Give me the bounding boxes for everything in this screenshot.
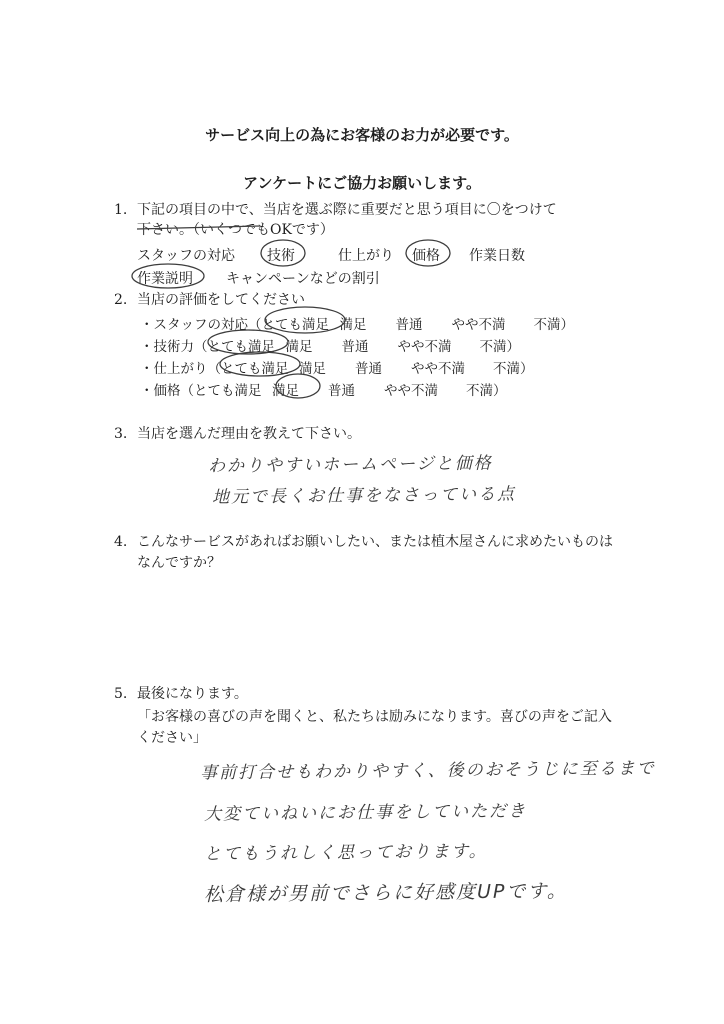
choice-very-satisfied: とても満足	[207, 339, 275, 355]
choice-satisfied: 満足	[339, 317, 367, 333]
q1-line2: 下さい。（いくつでもOKです）	[137, 222, 334, 238]
q3-answer-line2: 地元で長くお仕事をなさっている点	[211, 484, 517, 508]
choice-normal: 普通	[355, 361, 382, 377]
choice-satisfied: 満足	[285, 339, 313, 355]
q4-number: 4.	[114, 534, 128, 550]
q5-line1: 「お客様の喜びの声を聞くと、私たちは励みになります。喜びの声をご記入	[137, 709, 612, 725]
choice-dissatisfied: 不満）	[533, 317, 574, 333]
q2-row-label: ・仕上がり（	[140, 361, 221, 377]
q2-row-price	[140, 379, 507, 399]
q2-number: 2.	[114, 292, 128, 308]
choice-very-satisfied: とても満足	[261, 317, 329, 333]
choice-very-satisfied: とても満足	[221, 361, 289, 377]
choice-slightly-dissatisfied: やや不満	[411, 361, 465, 377]
survey-subtitle: アンケートにご協力お願いします。	[243, 174, 481, 192]
q5-number: 5.	[114, 686, 128, 702]
q5-line2: ください」	[137, 730, 207, 746]
q5-answer-line2: 大変ていねいにお仕事をしていただき	[203, 801, 528, 825]
choice-dissatisfied: 不満）	[493, 361, 534, 377]
choice-satisfied: 満足	[299, 361, 326, 377]
q1-option-staff: スタッフの対応	[137, 248, 235, 264]
q2-row-staff	[140, 313, 574, 333]
choice-dissatisfied: 不満）	[479, 339, 520, 355]
survey-title: サービス向上の為にお客様のお力が必要です。	[205, 126, 519, 144]
q1-option-discount: キャンペーンなどの割引	[226, 271, 380, 287]
q3-text: 当店を選んだ理由を教えて下さい。	[137, 426, 361, 442]
q5-answer-line4: 松倉様が男前でさらに好感度UPです。	[203, 880, 568, 906]
q1-line1: 下記の項目の中で、当店を選ぶ際に重要だと思う項目に〇をつけて	[137, 202, 557, 218]
q2-text: 当店の評価をしてください	[137, 292, 305, 308]
q5-text: 最後になります。	[137, 686, 248, 702]
q3-answer-line1: わかりやすいホームページと価格	[207, 453, 493, 477]
choice-slightly-dissatisfied: やや不満	[451, 317, 506, 333]
q5-answer-line3: とてもうれしく思っております。	[203, 841, 488, 865]
q4-line2: なんですか？	[137, 555, 221, 571]
q1-option-finish: 仕上がり	[338, 248, 394, 264]
q1-option-explanation: 作業説明	[137, 271, 193, 287]
q2-row-finish	[140, 357, 534, 377]
q3-number: 3.	[114, 426, 128, 442]
choice-slightly-dissatisfied: やや不満	[397, 339, 452, 355]
choice-slightly-dissatisfied: やや不満	[384, 383, 438, 399]
q1-option-price: 価格	[412, 248, 440, 264]
q5-answer-line1: 事前打合せもわかりやすく、後のおそうじに至るまで	[199, 758, 656, 784]
choice-dissatisfied: 不満）	[466, 383, 507, 399]
q2-row-skill	[140, 335, 520, 355]
q2-row-label: ・スタッフの対応（	[140, 317, 262, 333]
q2-row-label: ・価格（	[140, 383, 194, 399]
choice-very-satisfied: とても満足	[194, 383, 262, 399]
q1-option-skill: 技術	[267, 248, 295, 264]
choice-normal: 普通	[395, 317, 423, 333]
q1-option-workdays: 作業日数	[469, 248, 525, 264]
q1-number: 1.	[114, 202, 128, 218]
choice-normal: 普通	[328, 383, 355, 399]
choice-normal: 普通	[341, 339, 369, 355]
q4-line1: こんなサービスがあればお願いしたい、または植木屋さんに求めたいものは	[137, 534, 613, 550]
choice-satisfied: 満足	[272, 383, 299, 399]
q2-row-label: ・技術力（	[140, 339, 208, 355]
